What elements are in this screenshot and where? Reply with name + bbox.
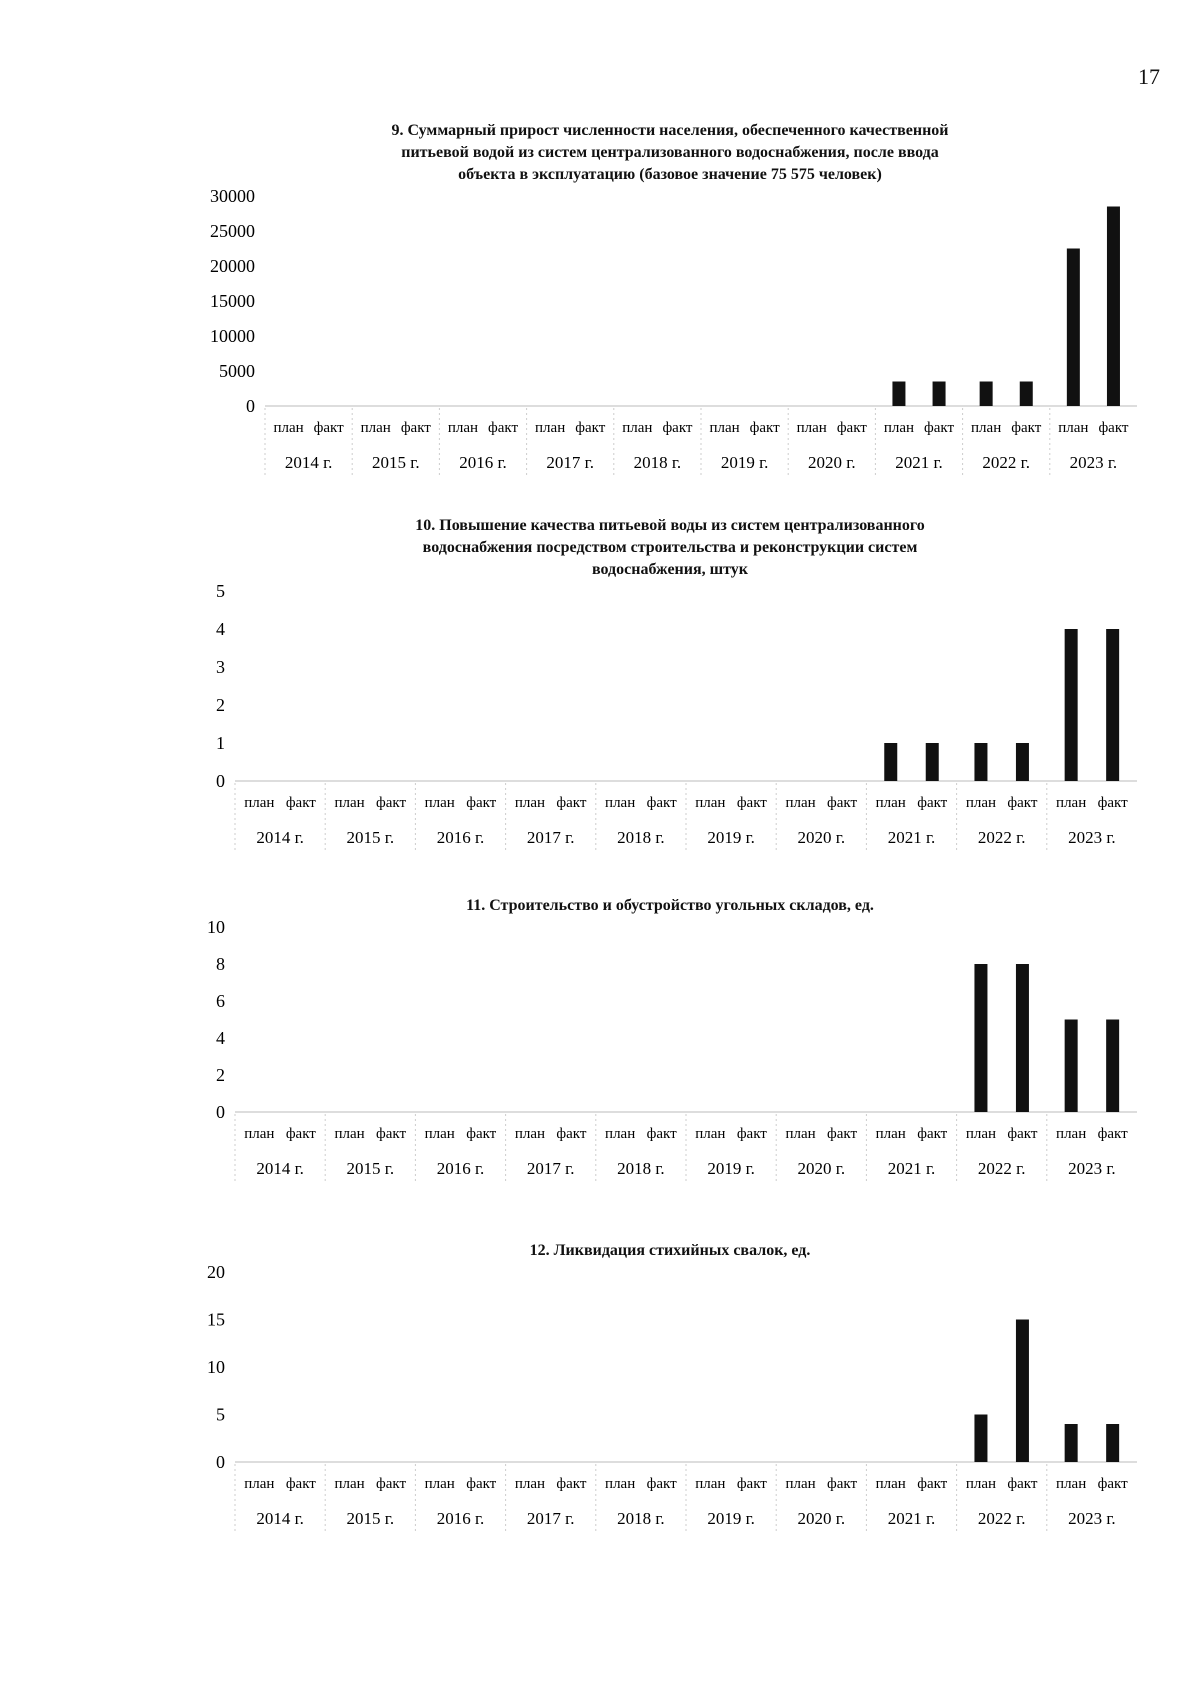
bar bbox=[1065, 1020, 1078, 1113]
y-tick-label: 0 bbox=[216, 1452, 225, 1472]
chart-title-line: водоснабжения посредством строительства и реконструкции систем bbox=[422, 539, 918, 556]
bar bbox=[926, 743, 939, 781]
x-subcategory-label: факт bbox=[556, 795, 587, 811]
y-tick-label: 0 bbox=[216, 1102, 225, 1122]
x-subcategory-label: факт bbox=[466, 795, 497, 811]
x-year-label: 2019 г. bbox=[707, 828, 755, 847]
x-subcategory-label: план bbox=[785, 1476, 816, 1492]
y-tick-label: 20 bbox=[207, 1262, 225, 1282]
x-subcategory-label: план bbox=[875, 1476, 906, 1492]
x-subcategory-label: план bbox=[796, 420, 827, 436]
chart-title-line: питьевой водой из систем централизованного водоснабжения, после ввода bbox=[401, 144, 939, 161]
y-tick-label: 15000 bbox=[210, 291, 255, 311]
x-subcategory-label: факт bbox=[662, 420, 693, 436]
bar bbox=[974, 964, 987, 1112]
x-subcategory-label: план bbox=[1056, 1126, 1087, 1142]
x-year-label: 2020 г. bbox=[797, 1159, 846, 1178]
bar bbox=[974, 743, 987, 781]
x-subcategory-label: факт bbox=[556, 1476, 587, 1492]
x-subcategory-label: план bbox=[424, 1476, 455, 1492]
x-subcategory-label: факт bbox=[646, 795, 677, 811]
bar bbox=[1106, 1020, 1119, 1113]
x-year-label: 2021 г. bbox=[895, 453, 943, 472]
bar bbox=[1067, 249, 1080, 407]
x-subcategory-label: план bbox=[244, 795, 275, 811]
x-year-label: 2016 г. bbox=[436, 828, 485, 847]
bar bbox=[1016, 1320, 1029, 1463]
x-subcategory-label: план bbox=[273, 420, 304, 436]
chart-title-line: объекта в эксплуатацию (базовое значение 75 575 человек) bbox=[458, 166, 882, 183]
x-year-label: 2014 г. bbox=[256, 1159, 304, 1178]
bar bbox=[1065, 1424, 1078, 1462]
x-subcategory-label: факт bbox=[836, 420, 867, 436]
x-subcategory-label: факт bbox=[1007, 1476, 1038, 1492]
chart-plot bbox=[195, 917, 1145, 1197]
chart-plot bbox=[195, 1262, 1145, 1547]
chart-title-line: 9. Суммарный прирост численности населения, обеспеченного качественной bbox=[391, 122, 949, 139]
x-subcategory-label: план bbox=[1056, 795, 1087, 811]
x-subcategory-label: план bbox=[1056, 1476, 1087, 1492]
y-tick-label: 5 bbox=[216, 581, 225, 601]
x-year-label: 2017 г. bbox=[526, 1509, 575, 1528]
x-year-label: 2014 г. bbox=[256, 828, 304, 847]
bar bbox=[1107, 207, 1120, 407]
x-year-label: 2015 г. bbox=[372, 453, 420, 472]
chart-title bbox=[195, 120, 1145, 186]
y-tick-label: 0 bbox=[246, 396, 255, 416]
x-subcategory-label: план bbox=[514, 795, 546, 811]
x-subcategory-label: факт bbox=[1097, 795, 1128, 811]
x-subcategory-label: факт bbox=[466, 1126, 497, 1142]
x-subcategory-label: план bbox=[622, 420, 653, 436]
x-subcategory-label: план bbox=[785, 795, 816, 811]
x-subcategory-label: план bbox=[785, 1126, 816, 1142]
x-subcategory-label: план bbox=[875, 1126, 906, 1142]
x-subcategory-label: план bbox=[965, 795, 997, 811]
x-subcategory-label: план bbox=[883, 420, 915, 436]
bar bbox=[980, 382, 993, 407]
y-tick-label: 2 bbox=[216, 1065, 225, 1085]
x-subcategory-label: план bbox=[965, 1476, 997, 1492]
chart-title bbox=[195, 895, 1145, 917]
x-year-label: 2016 г. bbox=[459, 453, 507, 472]
x-year-label: 2019 г. bbox=[707, 1509, 755, 1528]
x-subcategory-label: факт bbox=[917, 795, 948, 811]
y-tick-label: 1 bbox=[216, 733, 225, 753]
chart-plot bbox=[195, 186, 1145, 476]
x-subcategory-label: факт bbox=[1011, 420, 1042, 436]
x-year-label: 2020 г. bbox=[808, 453, 856, 472]
x-subcategory-label: факт bbox=[285, 1476, 316, 1492]
x-subcategory-label: план bbox=[424, 795, 455, 811]
x-subcategory-label: факт bbox=[488, 420, 519, 436]
y-tick-label: 25000 bbox=[210, 221, 255, 241]
bar bbox=[892, 382, 905, 407]
x-subcategory-label: план bbox=[971, 420, 1002, 436]
x-subcategory-label: факт bbox=[556, 1126, 587, 1142]
x-year-label: 2021 г. bbox=[887, 1159, 936, 1178]
bar bbox=[1016, 743, 1029, 781]
x-subcategory-label: план bbox=[1058, 420, 1089, 436]
x-year-label: 2017 г. bbox=[546, 453, 594, 472]
x-subcategory-label: факт bbox=[827, 795, 858, 811]
x-subcategory-label: факт bbox=[917, 1126, 948, 1142]
y-tick-label: 4 bbox=[216, 619, 225, 639]
x-year-label: 2020 г. bbox=[797, 1509, 846, 1528]
bar bbox=[1020, 382, 1033, 407]
x-subcategory-label: факт bbox=[285, 795, 316, 811]
x-subcategory-label: факт bbox=[646, 1126, 677, 1142]
x-subcategory-label: план bbox=[514, 1476, 546, 1492]
chart-coal-warehouses bbox=[195, 895, 1145, 1205]
x-subcategory-label: факт bbox=[313, 420, 344, 436]
x-year-label: 2015 г. bbox=[346, 828, 395, 847]
x-year-label: 2019 г. bbox=[720, 453, 769, 472]
x-subcategory-label: факт bbox=[1097, 1476, 1128, 1492]
x-subcategory-label: факт bbox=[736, 1476, 767, 1492]
x-year-label: 2021 г. bbox=[887, 1509, 936, 1528]
chart-title-line: водоснабжения, штук bbox=[591, 561, 749, 578]
x-subcategory-label: факт bbox=[400, 420, 431, 436]
x-subcategory-label: факт bbox=[736, 1126, 767, 1142]
x-subcategory-label: факт bbox=[827, 1476, 858, 1492]
y-tick-label: 4 bbox=[216, 1028, 225, 1048]
bar bbox=[1106, 1424, 1119, 1462]
y-tick-label: 0 bbox=[216, 771, 225, 791]
chart-title-line: 12. Ликвидация стихийных свалок, ед. bbox=[529, 1242, 811, 1259]
x-subcategory-label: план bbox=[535, 420, 566, 436]
x-subcategory-label: факт bbox=[376, 1476, 407, 1492]
x-year-label: 2018 г. bbox=[633, 453, 682, 472]
x-subcategory-label: факт bbox=[1007, 795, 1038, 811]
x-subcategory-label: план bbox=[695, 795, 726, 811]
x-year-label: 2023 г. bbox=[1069, 453, 1118, 472]
x-year-label: 2022 г. bbox=[977, 828, 1026, 847]
bar bbox=[884, 743, 897, 781]
x-subcategory-label: план bbox=[875, 795, 906, 811]
x-subcategory-label: факт bbox=[1007, 1126, 1038, 1142]
x-year-label: 2018 г. bbox=[617, 1509, 665, 1528]
bar bbox=[1106, 629, 1119, 781]
x-subcategory-label: план bbox=[334, 795, 365, 811]
x-subcategory-label: план bbox=[244, 1126, 275, 1142]
chart-title-line: 11. Строительство и обустройство угольных складов, ед. bbox=[466, 897, 874, 914]
y-tick-label: 5 bbox=[216, 1404, 225, 1425]
x-subcategory-label: план bbox=[605, 1476, 636, 1492]
x-subcategory-label: факт bbox=[376, 1126, 407, 1142]
x-year-label: 2015 г. bbox=[346, 1159, 395, 1178]
x-year-label: 2023 г. bbox=[1068, 828, 1116, 847]
x-subcategory-label: план bbox=[244, 1476, 275, 1492]
chart-water-quality bbox=[195, 515, 1145, 855]
x-subcategory-label: план bbox=[447, 420, 479, 436]
x-subcategory-label: план bbox=[965, 1126, 997, 1142]
x-subcategory-label: факт bbox=[575, 420, 606, 436]
chart-title bbox=[195, 1240, 1145, 1262]
bar bbox=[933, 382, 946, 407]
x-subcategory-label: план bbox=[514, 1126, 546, 1142]
x-year-label: 2014 г. bbox=[284, 453, 333, 472]
bar bbox=[1016, 964, 1029, 1112]
chart-title-line: 10. Повышение качества питьевой воды из систем централизованного bbox=[415, 517, 925, 534]
y-tick-label: 6 bbox=[216, 991, 225, 1011]
x-subcategory-label: план bbox=[709, 420, 740, 436]
x-subcategory-label: план bbox=[605, 1126, 636, 1142]
x-subcategory-label: факт bbox=[466, 1476, 497, 1492]
y-tick-label: 2 bbox=[216, 695, 225, 715]
x-year-label: 2023 г. bbox=[1068, 1509, 1116, 1528]
x-subcategory-label: план bbox=[424, 1126, 455, 1142]
x-year-label: 2020 г. bbox=[797, 828, 846, 847]
x-year-label: 2016 г. bbox=[436, 1159, 485, 1178]
x-subcategory-label: факт bbox=[376, 795, 407, 811]
bar bbox=[974, 1415, 987, 1463]
y-tick-label: 10000 bbox=[210, 326, 255, 346]
y-tick-label: 20000 bbox=[210, 256, 255, 276]
y-tick-label: 15 bbox=[207, 1309, 225, 1330]
x-year-label: 2022 г. bbox=[982, 453, 1030, 472]
x-year-label: 2022 г. bbox=[977, 1509, 1026, 1528]
x-subcategory-label: факт bbox=[917, 1476, 948, 1492]
x-subcategory-label: факт bbox=[285, 1126, 316, 1142]
x-year-label: 2019 г. bbox=[707, 1159, 755, 1178]
x-subcategory-label: план bbox=[605, 795, 636, 811]
x-subcategory-label: факт bbox=[924, 420, 955, 436]
x-subcategory-label: факт bbox=[1098, 420, 1129, 436]
x-year-label: 2016 г. bbox=[436, 1509, 485, 1528]
y-tick-label: 30000 bbox=[210, 186, 255, 206]
y-tick-label: 10 bbox=[207, 917, 225, 937]
y-tick-label: 8 bbox=[216, 954, 225, 974]
x-subcategory-label: план bbox=[360, 420, 391, 436]
page-number: 17 bbox=[1138, 64, 1160, 89]
y-tick-label: 10 bbox=[207, 1357, 225, 1377]
x-subcategory-label: факт bbox=[1097, 1126, 1128, 1142]
x-year-label: 2018 г. bbox=[617, 1159, 665, 1178]
x-subcategory-label: факт bbox=[749, 420, 780, 436]
x-subcategory-label: план bbox=[334, 1476, 365, 1492]
x-subcategory-label: факт bbox=[646, 1476, 677, 1492]
x-year-label: 2017 г. bbox=[526, 1159, 575, 1178]
y-tick-label: 3 bbox=[216, 657, 225, 677]
x-subcategory-label: план bbox=[334, 1126, 365, 1142]
chart-illegal-dumps bbox=[195, 1240, 1145, 1555]
y-tick-label: 5000 bbox=[219, 361, 255, 381]
x-subcategory-label: план bbox=[695, 1476, 726, 1492]
x-year-label: 2015 г. bbox=[346, 1509, 395, 1528]
chart-water-population bbox=[195, 120, 1145, 480]
x-year-label: 2022 г. bbox=[977, 1159, 1026, 1178]
x-year-label: 2018 г. bbox=[617, 828, 665, 847]
chart-plot bbox=[195, 581, 1145, 856]
x-subcategory-label: факт bbox=[827, 1126, 858, 1142]
chart-title bbox=[195, 515, 1145, 581]
bar bbox=[1065, 629, 1078, 781]
x-year-label: 2021 г. bbox=[887, 828, 936, 847]
x-year-label: 2014 г. bbox=[256, 1509, 304, 1528]
x-subcategory-label: план bbox=[695, 1126, 726, 1142]
x-subcategory-label: факт bbox=[736, 795, 767, 811]
x-year-label: 2023 г. bbox=[1068, 1159, 1116, 1178]
x-year-label: 2017 г. bbox=[526, 828, 575, 847]
